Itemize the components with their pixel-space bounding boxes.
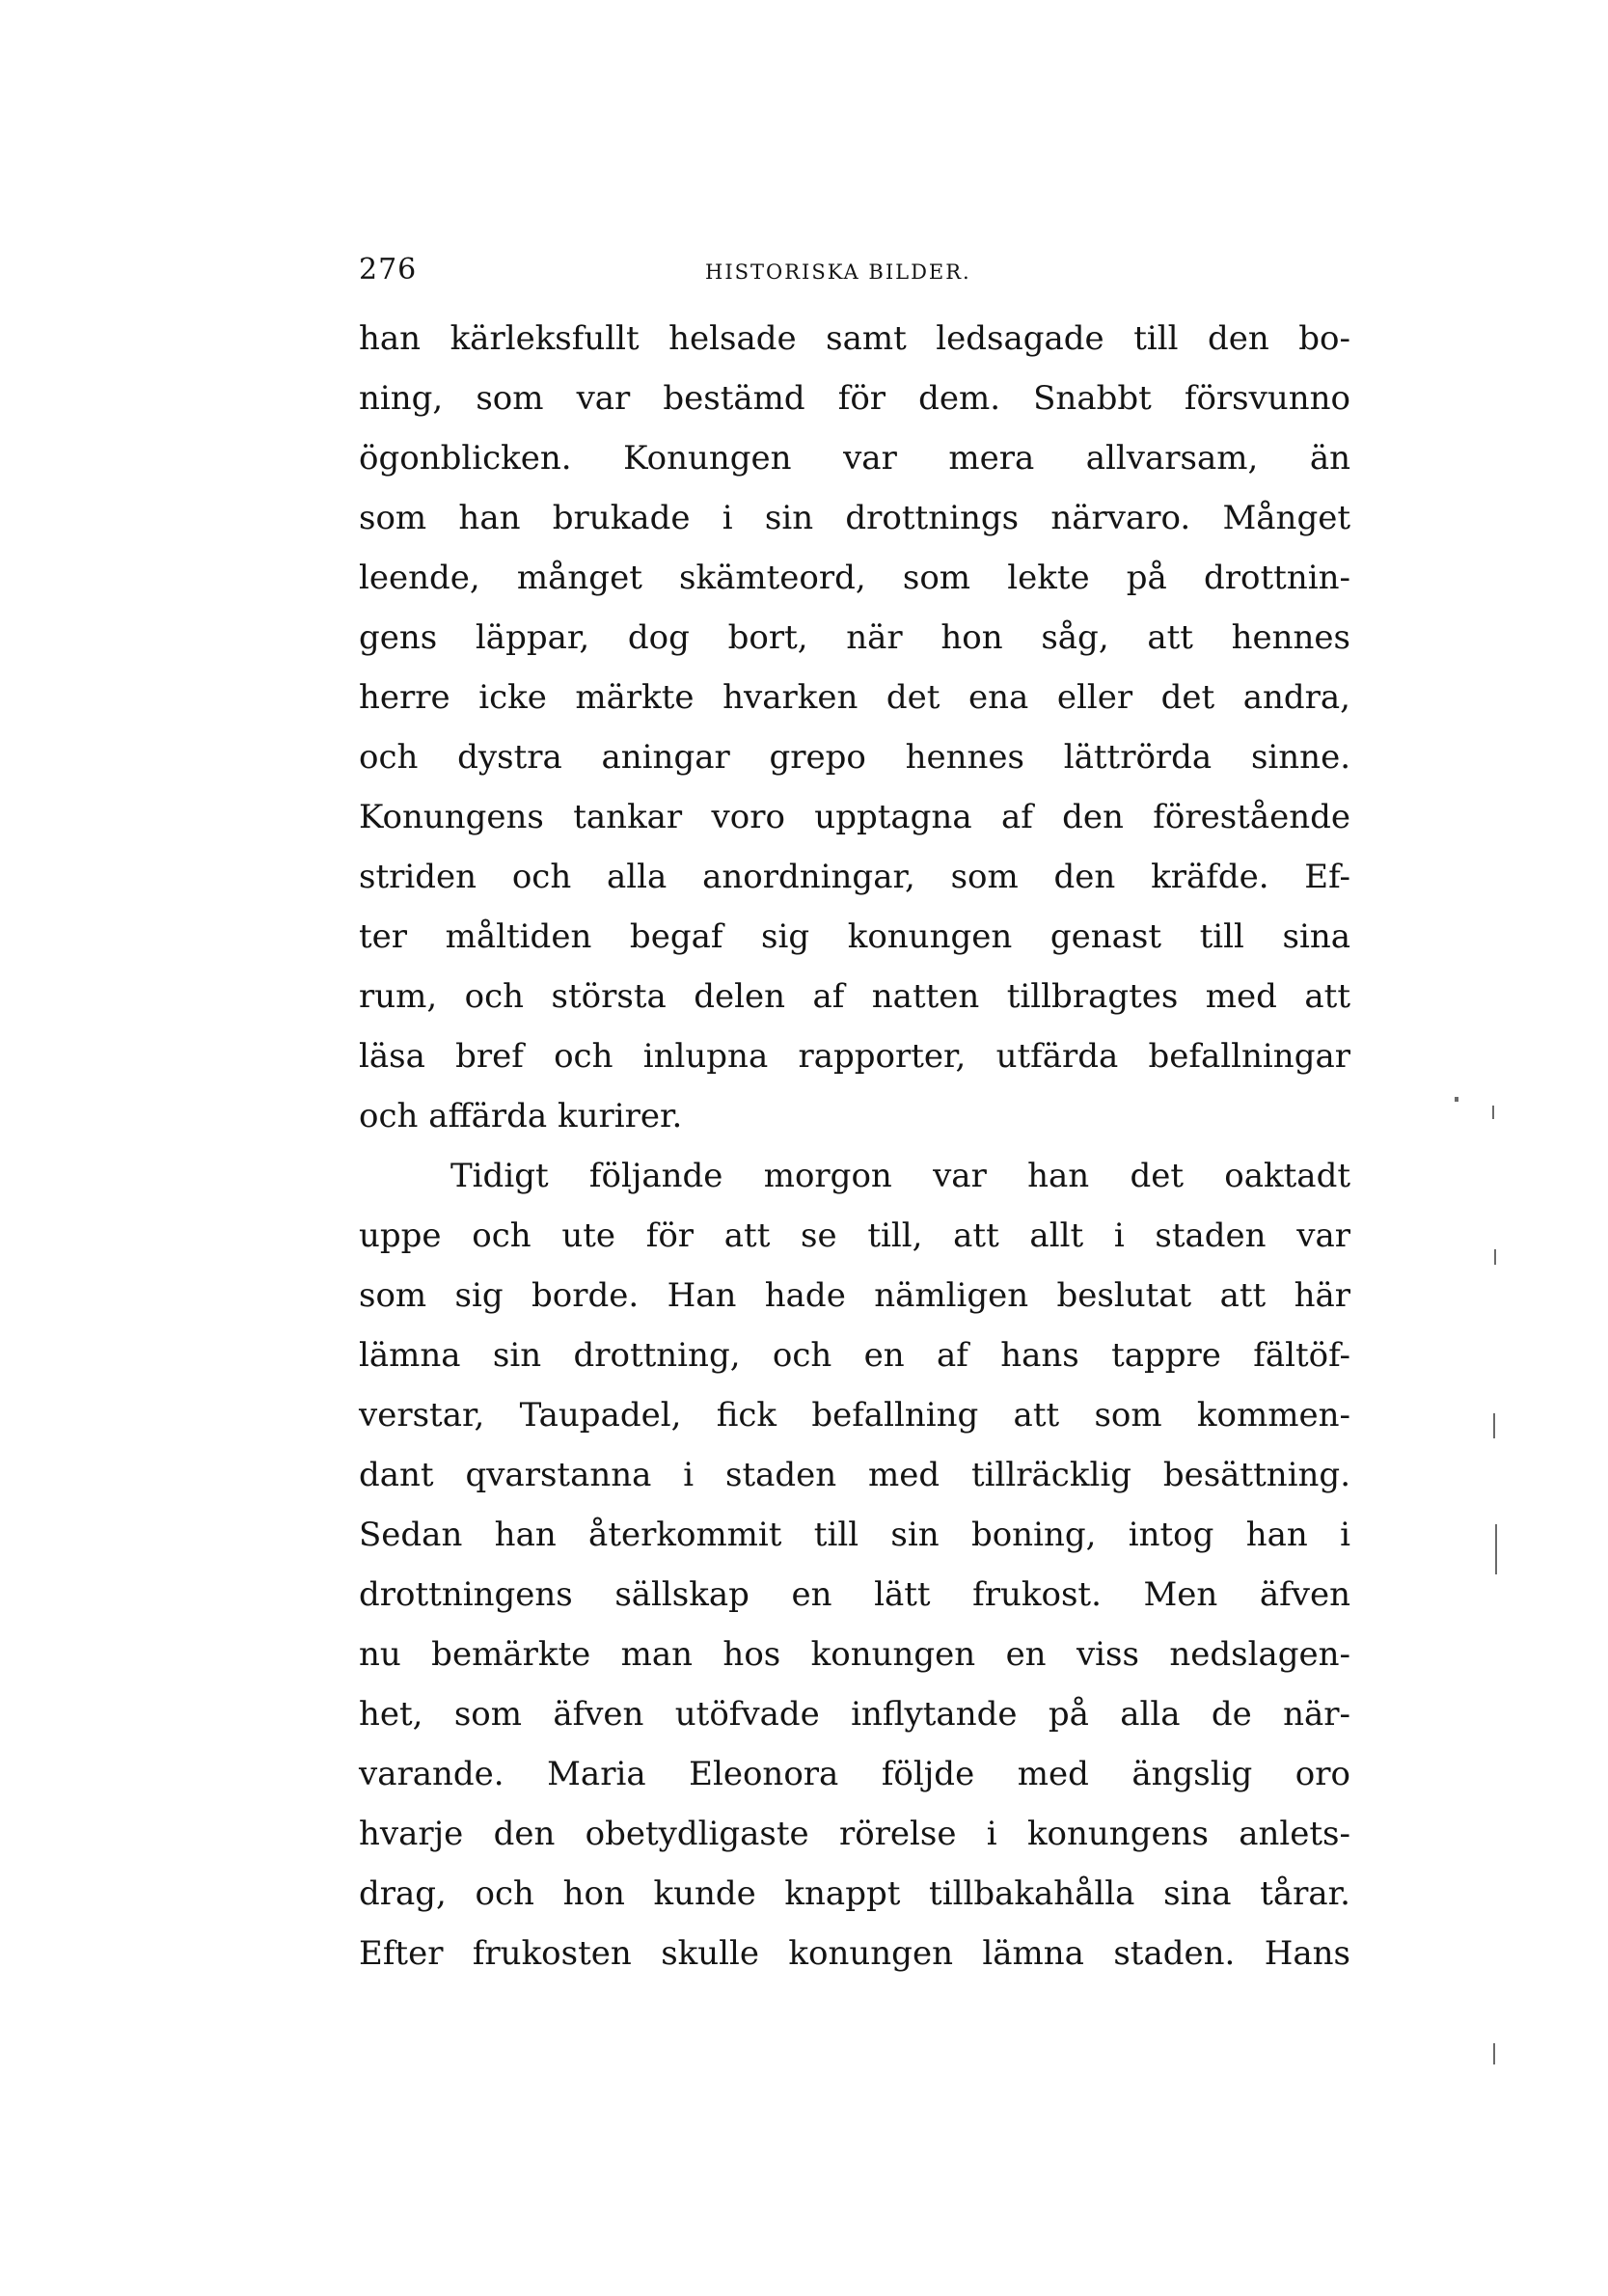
text-line: varande. Maria Eleonora följde med ängslig oro [359, 1755, 1350, 1793]
text-line: Sedan han återkommit till sin boning, intog han i [359, 1516, 1350, 1554]
scan-speck [1493, 1413, 1495, 1438]
text-line: ögonblicken. Konungen var mera allvarsam, än [359, 439, 1350, 478]
text-line: striden och alla anordningar, som den kräfde. Ef- [359, 858, 1350, 896]
page-number: 276 [359, 253, 418, 287]
text-line: dant qvarstanna i staden med tillräcklig besättning. [359, 1456, 1350, 1494]
text-line: herre icke märkte hvarken det ena eller det andra, [359, 678, 1350, 717]
scan-speck [1493, 2043, 1495, 2064]
running-head [359, 253, 1350, 291]
text-line: rum, och största delen af natten tillbragtes med att [359, 977, 1350, 1016]
text-line: uppe och ute för att se till, att allt i staden var [359, 1216, 1350, 1255]
scan-speck [1494, 1249, 1496, 1265]
text-line: ter måltiden begaf sig konungen genast till sina [359, 917, 1350, 956]
text-line: het, som äfven utöfvade inflytande på alla de när- [359, 1695, 1350, 1734]
text-line: leende, månget skämteord, som lekte på drottnin- [359, 559, 1350, 597]
scan-speck [1455, 1097, 1458, 1102]
text-line: gens läppar, dog bort, när hon såg, att hennes [359, 618, 1350, 657]
text-line: verstar, Taupadel, fick befallning att som kommen- [359, 1396, 1350, 1435]
text-line: drottningens sällskap en lätt frukost. Men äfven [359, 1575, 1350, 1614]
text-line: ning, som var bestämd för dem. Snabbt försvunno [359, 379, 1350, 418]
running-title: HISTORISKA BILDER. [705, 260, 971, 284]
text-line: Konungens tankar voro upptagna af den förestående [359, 798, 1350, 836]
scan-speck [1495, 1524, 1497, 1574]
text-line: drag, och hon kunde knappt tillbakahålla sina tårar. [359, 1874, 1350, 1913]
text-line: hvarje den obetydligaste rörelse i konungens anlets- [359, 1815, 1350, 1853]
text-line: som han brukade i sin drottnings närvaro. Månget [359, 499, 1350, 537]
text-line: och affärda kurirer. [359, 1097, 683, 1135]
text-line: Tidigt följande morgon var han det oaktadt [450, 1157, 1350, 1195]
text-line: läsa bref och inlupna rapporter, utfärda befallningar [359, 1037, 1350, 1076]
scan-speck [1492, 1106, 1494, 1119]
text-line: lämna sin drottning, och en af hans tappre fältöf- [359, 1336, 1350, 1375]
text-line: som sig borde. Han hade nämligen beslutat att här [359, 1276, 1350, 1315]
text-line: han kärleksfullt helsade samt ledsagade till den bo- [359, 319, 1350, 358]
body-text [359, 309, 1350, 1983]
text-line: Efter frukosten skulle konungen lämna staden. Hans [359, 1934, 1350, 1973]
text-line: nu bemärkte man hos konungen en viss nedslagen- [359, 1635, 1350, 1674]
text-line: och dystra aningar grepo hennes lättrörda sinne. [359, 738, 1350, 777]
